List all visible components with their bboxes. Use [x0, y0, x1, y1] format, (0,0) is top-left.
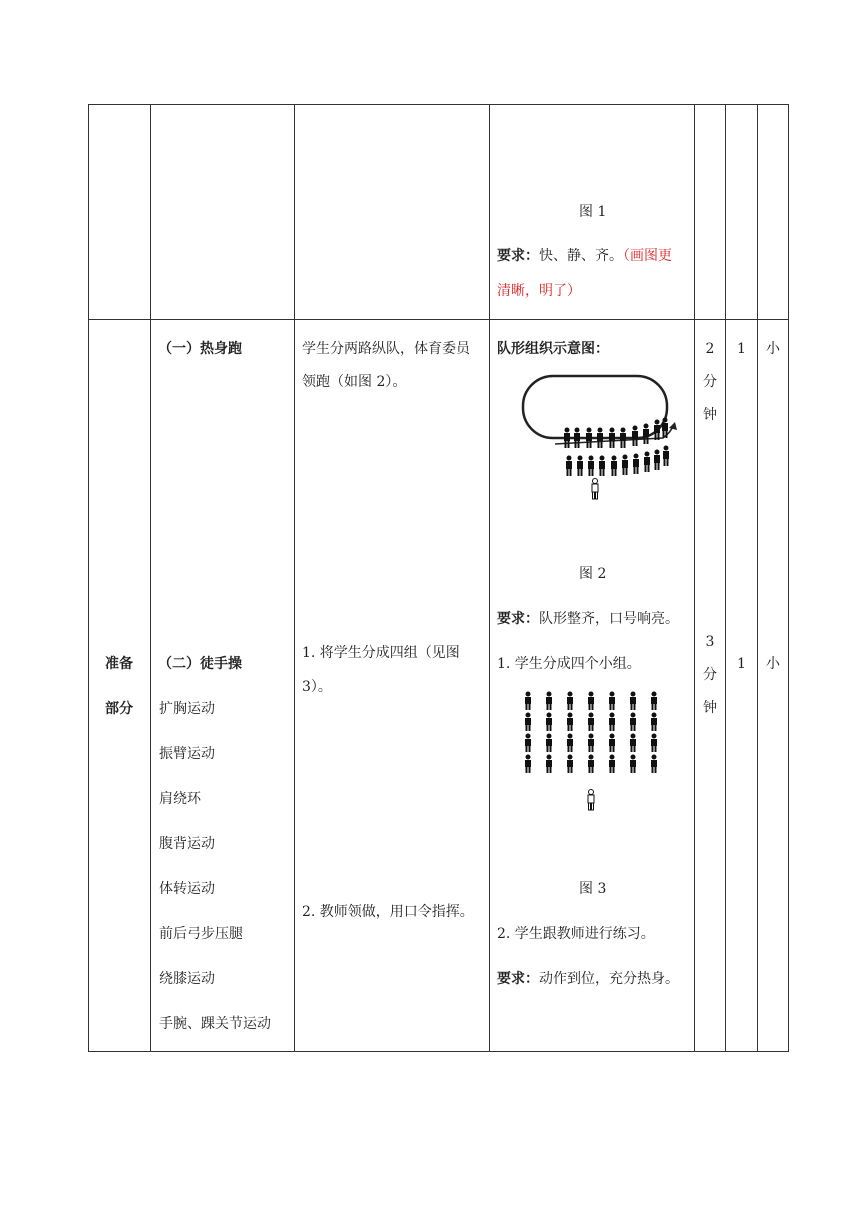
time-unit: 分: [703, 374, 717, 390]
requirement-label: 要求：: [497, 248, 539, 264]
student-figure: [588, 713, 594, 732]
requirement-line: [497, 969, 679, 989]
intensity-value: 小: [766, 341, 780, 357]
requirement-line: [497, 609, 679, 629]
student-activity: 2. 学生跟教师进行练习。: [497, 926, 655, 942]
col-divider: [725, 104, 726, 1052]
student-figure: [588, 734, 594, 753]
student-figure: [630, 713, 636, 732]
student-figure: [609, 713, 615, 732]
student-figure: [567, 755, 573, 774]
time-value: 2: [705, 341, 715, 357]
student-figure: [525, 713, 531, 732]
figure-2-running-formation: [515, 370, 685, 505]
col-divider: [150, 104, 151, 1052]
count-value: 1: [737, 656, 746, 672]
requirement-label: 要求：: [497, 611, 539, 627]
table-border-bottom: [88, 1051, 789, 1052]
table-border-top: [88, 104, 789, 105]
teacher-activity: 学生分两路纵队，体育委员: [302, 341, 470, 357]
student-figure: [567, 734, 573, 753]
student-figure: [609, 755, 615, 774]
fig3-caption: 图 3: [579, 881, 607, 897]
student-figure: [546, 755, 552, 774]
teacher-activity: 3）。: [302, 679, 332, 695]
exercise-item: 绕膝运动: [159, 971, 215, 987]
student-figure: [567, 692, 573, 711]
intensity-value: 小: [766, 656, 780, 672]
student-figure: [651, 734, 657, 753]
table-border-left: [88, 104, 89, 1052]
student-figure: [525, 755, 531, 774]
student-figure: [546, 734, 552, 753]
fig2-caption: 图 2: [579, 566, 607, 582]
section-label: 准备: [105, 656, 133, 672]
student-figure: [546, 692, 552, 711]
col-divider: [694, 104, 695, 1052]
student-figure: [609, 734, 615, 753]
table-border-right: [788, 104, 789, 1052]
requirement-text: 队形整齐，口号响亮。: [539, 611, 679, 627]
teacher-activity: 2. 教师领做，用口令指挥。: [302, 904, 474, 920]
student-figure: [567, 713, 573, 732]
teacher-note-cont: 清晰，明了）: [497, 283, 581, 299]
student-activity: 1. 学生分成四个小组。: [497, 656, 641, 672]
figure-3-group-formation: [518, 690, 668, 816]
count-value: 1: [737, 341, 746, 357]
warmup-title: （一）热身跑: [158, 341, 242, 357]
formation-title: 队形组织示意图：: [497, 341, 609, 357]
student-figure: [651, 713, 657, 732]
student-figure: [651, 755, 657, 774]
student-figure: [588, 755, 594, 774]
col-divider: [489, 104, 490, 1052]
student-figure: [546, 713, 552, 732]
col-divider: [294, 104, 295, 1052]
requirement-line: [497, 246, 672, 266]
exercise-item: 肩绕环: [159, 791, 201, 807]
exercise-item: 扩胸运动: [159, 701, 215, 717]
student-figure: [525, 734, 531, 753]
teacher-activity: 领跑（如图 2）。: [302, 374, 407, 390]
time-unit: 分: [703, 667, 717, 683]
calisthenics-title: （二）徒手操: [158, 656, 242, 672]
student-figure: [651, 692, 657, 711]
fig1-caption: 图 1: [579, 204, 607, 220]
time-unit: 钟: [703, 700, 717, 716]
exercise-item: 腹背运动: [159, 836, 215, 852]
teacher-activity: 1. 将学生分成四组（见图: [302, 645, 460, 661]
requirement-label: 要求：: [497, 971, 539, 987]
section-label: 部分: [105, 701, 133, 717]
student-figure: [525, 692, 531, 711]
exercise-item: 体转运动: [159, 881, 215, 897]
student-figure: [630, 692, 636, 711]
teacher-note: （画图更: [623, 248, 672, 264]
exercise-item: 手腕、踝关节运动: [159, 1016, 271, 1032]
exercise-item: 前后弓步压腿: [159, 926, 243, 942]
requirement-text: 动作到位，充分热身。: [539, 971, 679, 987]
time-unit: 钟: [703, 407, 717, 423]
requirement-text: 快、静、齐。: [539, 248, 623, 264]
student-figure: [588, 692, 594, 711]
student-figure: [630, 755, 636, 774]
student-figure: [609, 692, 615, 711]
exercise-item: 振臂运动: [159, 746, 215, 762]
time-value: 3: [705, 634, 715, 650]
student-figure: [630, 734, 636, 753]
row-divider: [88, 319, 789, 320]
col-divider: [757, 104, 758, 1052]
